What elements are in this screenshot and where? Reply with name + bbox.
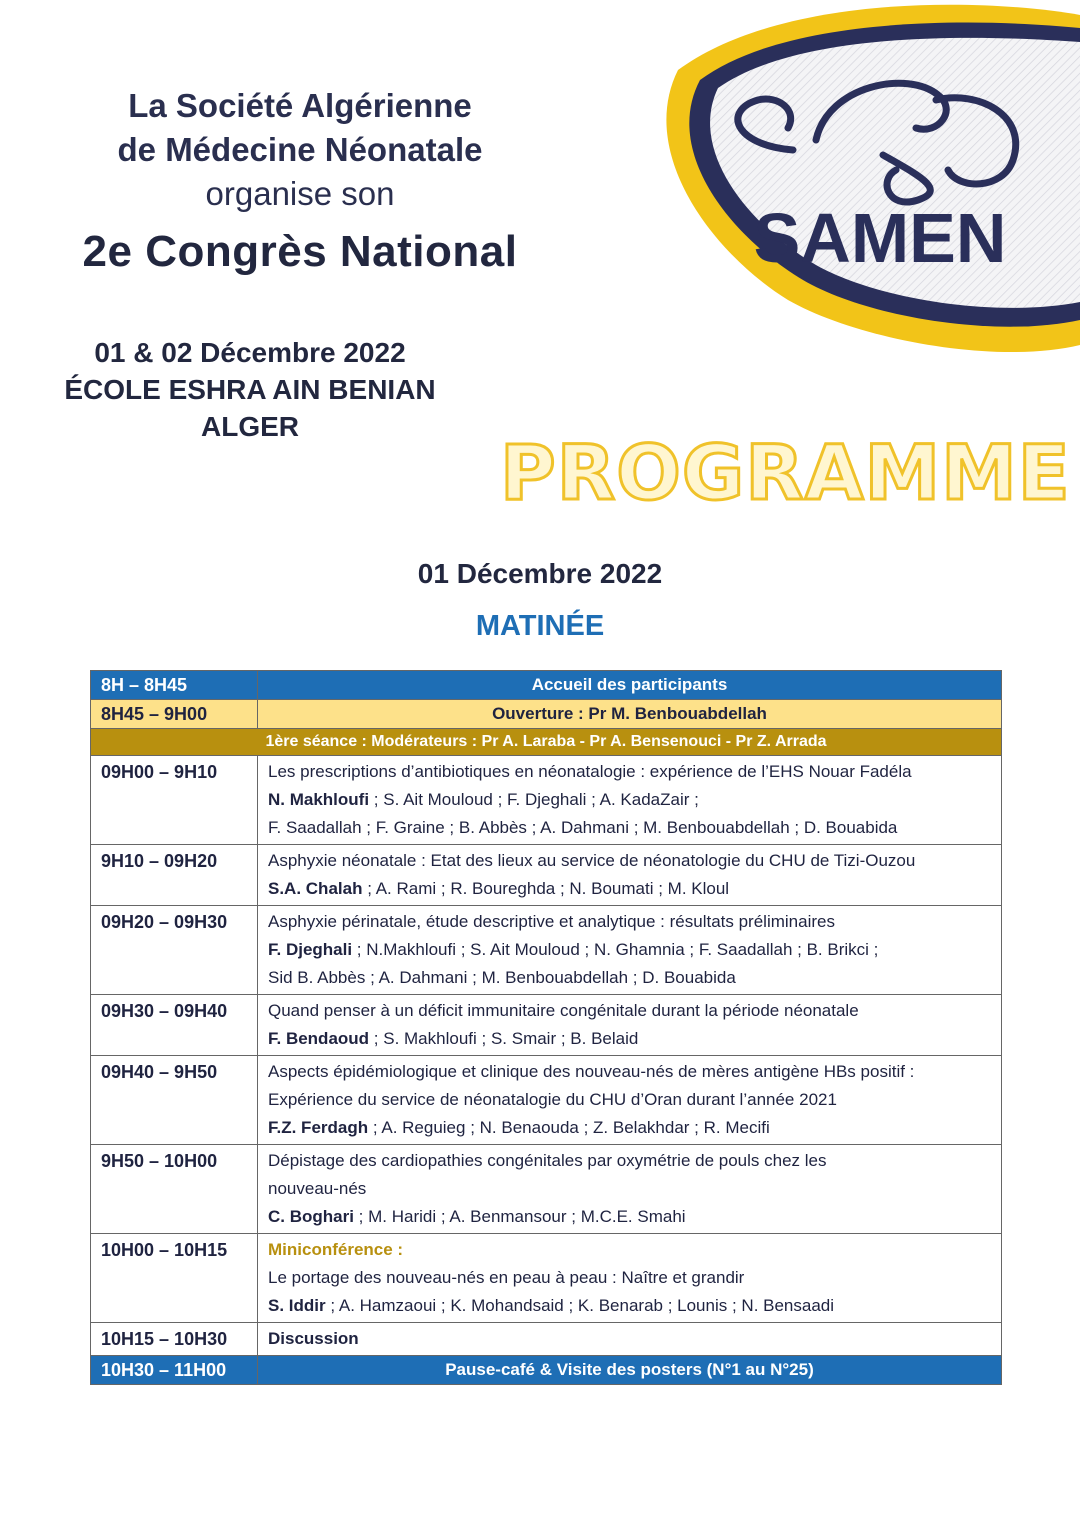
welcome-label: Accueil des participants <box>258 671 1002 700</box>
schedule-table <box>90 670 1002 1385</box>
time-cell: 09H40 – 9H50 <box>91 1056 258 1145</box>
time-cell: 09H00 – 9H10 <box>91 756 258 845</box>
table-row-discussion <box>91 1323 1002 1356</box>
event-dates: 01 & 02 Décembre 2022 <box>94 337 406 368</box>
time-cell: 10H15 – 10H30 <box>91 1323 258 1356</box>
talk-title: Asphyxie périnatale, étude descriptive et analytique : résultats préliminaires <box>268 912 835 931</box>
table-row <box>91 995 1002 1056</box>
talk-authors <box>268 786 991 814</box>
lead-author: N. Makhloufi <box>268 790 370 809</box>
event-venue: ÉCOLE ESHRA AIN BENIAN <box>64 374 436 405</box>
lead-author: S. Iddir <box>268 1296 326 1315</box>
programme-heading: PROGRAMME <box>500 428 1071 517</box>
pause-label: Pause-café & Visite des posters (N°1 au N°25) <box>258 1356 1002 1385</box>
org-intro-line: organise son <box>205 175 395 212</box>
lead-author: C. Boghari <box>268 1207 354 1226</box>
table-row <box>91 756 1002 845</box>
talk-authors <box>268 875 991 903</box>
time-cell: 09H30 – 09H40 <box>91 995 258 1056</box>
talk-cell <box>258 845 1002 906</box>
talk-authors <box>268 1025 991 1053</box>
table-row-opening <box>91 700 1002 729</box>
congress-title: 2e Congrès National <box>82 227 518 276</box>
table-row <box>91 1234 1002 1323</box>
lead-author: F.Z. Ferdagh <box>268 1118 369 1137</box>
talk-authors <box>268 1203 991 1231</box>
co-authors: ; S. Makhloufi ; S. Smair ; B. Belaid <box>369 1029 639 1048</box>
talk-cell <box>258 1145 1002 1234</box>
time-cell: 8H45 – 9H00 <box>91 700 258 729</box>
co-authors: ; N.Makhloufi ; S. Ait Mouloud ; N. Ghamnia ; F. Saadallah ; B. Brikci ; <box>352 940 879 959</box>
talk-cell <box>258 906 1002 995</box>
org-name-line-1: La Société Algérienne <box>128 87 472 124</box>
talk-title: Asphyxie néonatale : Etat des lieux au service de néonatologie du CHU de Tizi-Ouzou <box>268 851 916 870</box>
discussion-label: Discussion <box>258 1323 1002 1356</box>
talk-title: Dépistage des cardiopathies congénitales par oxymétrie de pouls chez les <box>268 1151 827 1170</box>
day-title: 01 Décembre 2022 <box>417 558 663 589</box>
logo-text: SAMEN <box>753 199 1007 277</box>
time-cell: 10H30 – 11H00 <box>91 1356 258 1385</box>
talk-title: Aspects épidémiologique et clinique des nouveau-nés de mères antigène HBs positif : <box>268 1062 915 1081</box>
lead-author: S.A. Chalah <box>268 879 363 898</box>
talk-authors <box>268 936 991 964</box>
lead-author: F. Bendaoud <box>268 1029 370 1048</box>
table-row <box>91 845 1002 906</box>
table-row <box>91 1145 1002 1234</box>
co-authors: ; A. Hamzaoui ; K. Mohandsaid ; K. Benarab ; Lounis ; N. Bensaadi <box>325 1296 835 1315</box>
organizer-header <box>40 84 560 282</box>
co-authors: ; S. Ait Mouloud ; F. Djeghali ; A. KadaZair ; <box>369 790 699 809</box>
table-row-session <box>91 729 1002 756</box>
time-cell: 10H00 – 10H15 <box>91 1234 258 1323</box>
co-authors: ; M. Haridi ; A. Benmansour ; M.C.E. Smahi <box>353 1207 686 1226</box>
event-city: ALGER <box>201 411 299 442</box>
event-info <box>40 334 460 445</box>
talk-cell <box>258 995 1002 1056</box>
talk-cell <box>258 756 1002 845</box>
co-authors: ; A. Reguieg ; N. Benaouda ; Z. Belakhdar ; R. Mecifi <box>368 1118 770 1137</box>
talk-cell <box>258 1234 1002 1323</box>
table-row-pause <box>91 1356 1002 1385</box>
time-cell: 9H10 – 09H20 <box>91 845 258 906</box>
talk-title-continued: nouveau-nés <box>268 1179 367 1198</box>
talk-title: Quand penser à un déficit immunitaire congénitale durant la période néonatale <box>268 1001 859 1020</box>
opening-label: Ouverture : Pr M. Benbouabdellah <box>258 700 1002 729</box>
co-authors: ; A. Rami ; R. Boureghda ; N. Boumati ; M. Kloul <box>362 879 730 898</box>
co-authors-continued: Sid B. Abbès ; A. Dahmani ; M. Benbouabdellah ; D. Bouabida <box>268 968 736 987</box>
lead-author: F. Djeghali <box>268 940 353 959</box>
time-cell: 8H – 8H45 <box>91 671 258 700</box>
talk-cell <box>258 1056 1002 1145</box>
talk-authors <box>268 1292 991 1320</box>
time-cell: 9H50 – 10H00 <box>91 1145 258 1234</box>
session-moderators: 1ère séance : Modérateurs : Pr A. Laraba - Pr A. Bensenouci - Pr Z. Arrada <box>91 729 1002 756</box>
co-authors-continued: F. Saadallah ; F. Graine ; B. Abbès ; A. Dahmani ; M. Benbouabdellah ; D. Bouabida <box>268 818 898 837</box>
talk-title: Le portage des nouveau-nés en peau à peau : Naître et grandir <box>268 1268 745 1287</box>
table-row <box>91 906 1002 995</box>
session-title: MATINÉE <box>475 610 605 642</box>
org-name-line-2: de Médecine Néonatale <box>117 131 483 168</box>
table-row <box>91 1056 1002 1145</box>
talk-authors <box>268 1114 991 1142</box>
samen-logo <box>618 0 1080 360</box>
table-row-welcome <box>91 671 1002 700</box>
time-cell: 09H20 – 09H30 <box>91 906 258 995</box>
talk-title-continued: Expérience du service de néonatalogie du CHU d’Oran durant l’année 2021 <box>268 1090 837 1109</box>
talk-title: Les prescriptions d’antibiotiques en néonatalogie : expérience de l’EHS Nouar Fadéla <box>268 762 912 781</box>
miniconference-label: Miniconférence : <box>268 1240 404 1259</box>
